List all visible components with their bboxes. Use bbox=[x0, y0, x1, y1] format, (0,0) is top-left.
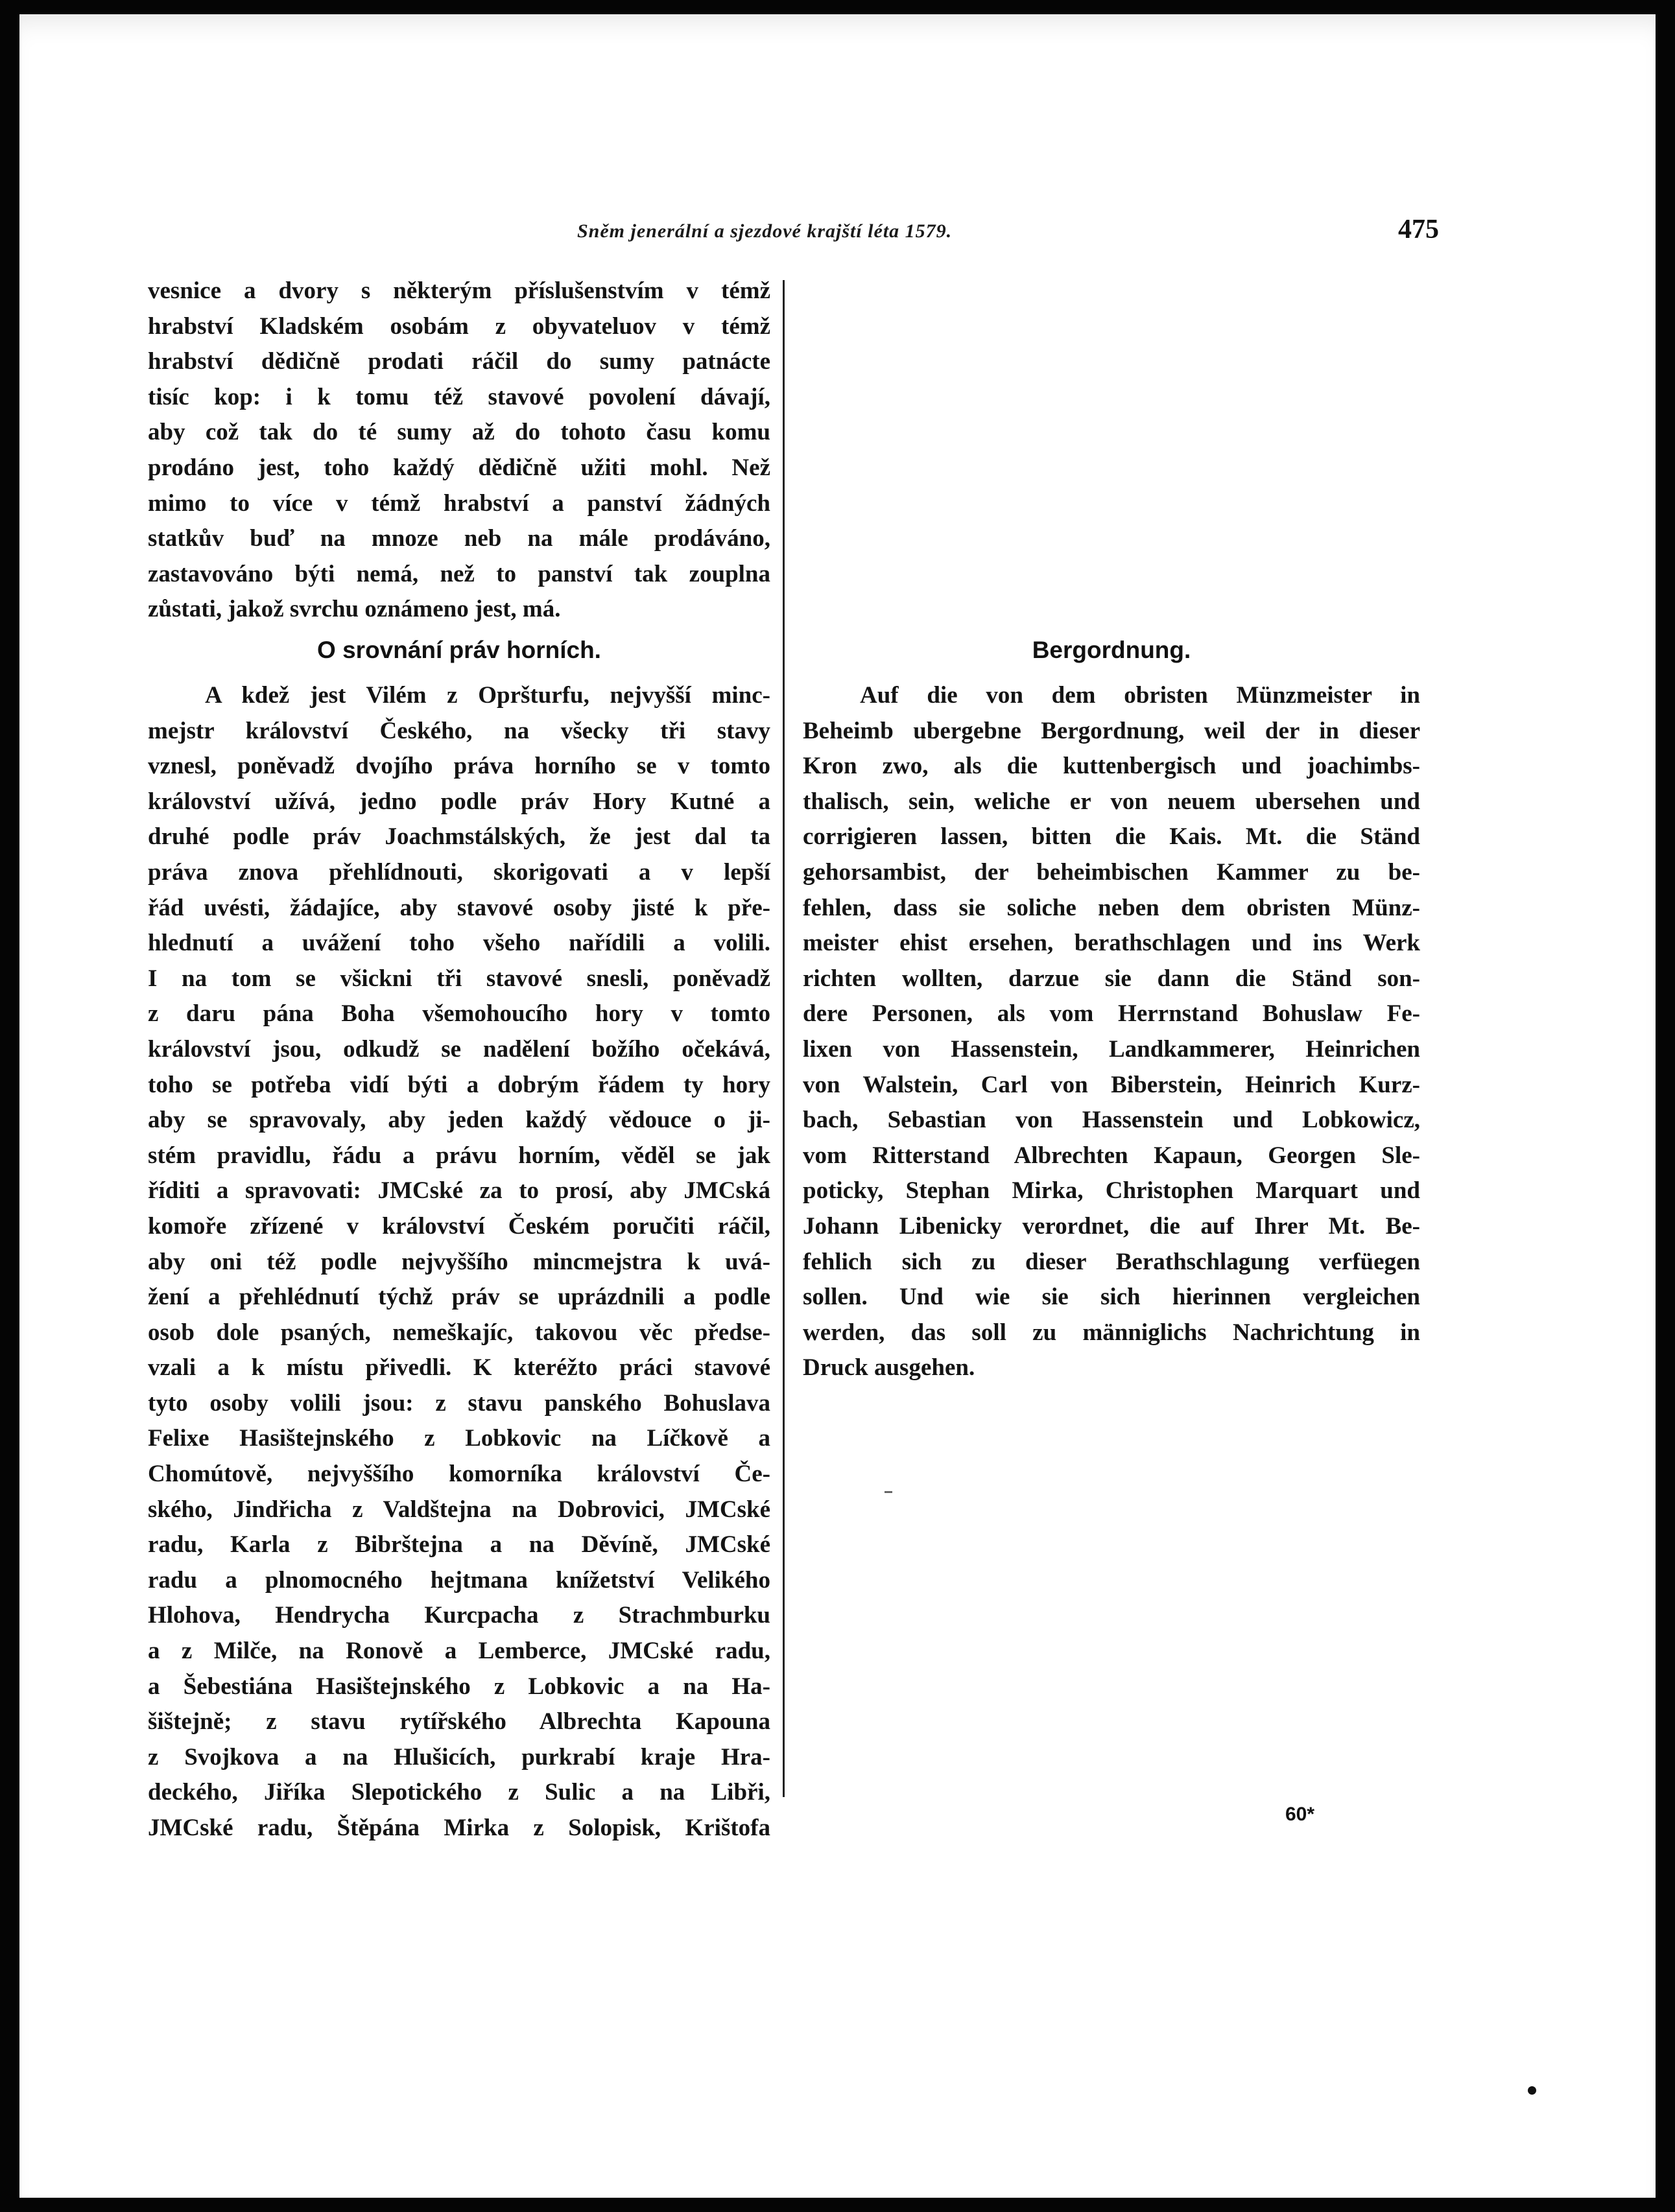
text-line: komoře zřízené v království Českém poručiti ráčil, bbox=[148, 1212, 770, 1240]
text-line: radu a plnomocného hejtmana knížetství Velikého bbox=[148, 1566, 770, 1594]
text-line: říditi a spravovati: JMCské za to prosí, aby JMCská bbox=[148, 1177, 770, 1205]
left-body-paragraph bbox=[148, 678, 770, 1846]
text-line: Auf die von dem obristen Münzmeister in bbox=[860, 682, 1420, 709]
text-line: vom Ritterstand Albrechten Kapaun, Georgen Sle- bbox=[803, 1142, 1420, 1169]
text-line: tyto osoby volili jsou: z stavu panského Bohuslava bbox=[148, 1389, 770, 1417]
left-column-intro bbox=[148, 274, 770, 628]
text-line: sollen. Und wie sie sich hierinnen vergleichen bbox=[803, 1284, 1420, 1311]
ink-dot-mark bbox=[1528, 2086, 1536, 2095]
text-line: aby oni též podle nejvyššího mincmejstra k uvá- bbox=[148, 1248, 770, 1275]
text-line: meister ehist ersehen, berathschlagen und ins Werk bbox=[803, 930, 1420, 957]
text-line: statkův buď na mnoze neb na mále prodáváno, bbox=[148, 525, 770, 552]
text-line: richten wollten, darzue sie dann die Ständ son- bbox=[803, 965, 1420, 992]
right-body-paragraph bbox=[803, 678, 1420, 1386]
text-line: I na tom se všickni tři stavové snesli, poněvadž bbox=[148, 965, 770, 992]
signature-mark: 60* bbox=[1285, 1804, 1315, 1825]
column-divider bbox=[783, 280, 785, 1797]
text-line: Kron zwo, als die kuttenbergisch und joachimbs- bbox=[803, 753, 1420, 780]
text-line: druhé podle práv Joachmstálských, že jest dal ta bbox=[148, 823, 770, 851]
text-line: JMCské radu, Štěpána Mirka z Solopisk, Krištofa bbox=[148, 1815, 770, 1841]
text-line: corrigieren lassen, bitten die Kais. Mt. die Ständ bbox=[803, 823, 1420, 851]
text-line: Beheimb ubergebne Bergordnung, weil der in dieser bbox=[803, 717, 1420, 744]
left-intro-paragraph bbox=[148, 274, 770, 628]
text-line: mimo to více v témž hrabství a panství žádných bbox=[148, 489, 770, 517]
text-line: von Walstein, Carl von Biberstein, Heinrich Kurz- bbox=[803, 1071, 1420, 1098]
text-line: werden, das soll zu männiglichs Nachrichtung in bbox=[803, 1319, 1420, 1346]
text-line: z Svojkova a na Hlušicích, purkrabí kraje Hra- bbox=[148, 1743, 770, 1771]
text-line: království užívá, jedno podle práv Hory Kutné a bbox=[148, 788, 770, 815]
text-line: a z Milče, na Ronově a Lemberce, JMCské radu, bbox=[148, 1638, 770, 1665]
text-line: toho se potřeba vidí býti a dobrým řádem ty hory bbox=[148, 1071, 770, 1098]
text-line: vznesl, poněvadž dvojího práva horního se v tomto bbox=[148, 753, 770, 780]
text-line: z daru pána Boha všemohoucího hory v tomto bbox=[148, 1000, 770, 1028]
text-line: radu, Karla z Bibrštejna a na Děvíně, JMCské bbox=[148, 1531, 770, 1559]
text-line: zůstati, jakož svrchu oznámeno jest, má. bbox=[148, 596, 561, 623]
text-line: vesnice a dvory s některým příslušenstvím v témž bbox=[148, 277, 770, 304]
text-line: zastavováno býti nemá, než to panství tak zouplna bbox=[148, 560, 770, 587]
text-line: lixen von Hassenstein, Landkammerer, Heinrichen bbox=[803, 1035, 1420, 1063]
text-line: stém pravidlu, řádu a právu horním, věděl se jak bbox=[148, 1142, 770, 1169]
text-line: prodáno jest, toho každý dědičně užiti mohl. Než bbox=[148, 454, 770, 481]
text-line: poticky, Stephan Mirka, Christophen Marquart und bbox=[803, 1177, 1420, 1205]
text-line: a Šebestiána Hasištejnského z Lobkovic a na Ha- bbox=[148, 1673, 770, 1700]
right-section-heading: Bergordnung. bbox=[1032, 637, 1191, 663]
text-line: Chomútově, nejvyššího komorníka království Če- bbox=[148, 1461, 770, 1488]
text-line: tisíc kop: i k tomu též stavové povolení dávají, bbox=[148, 383, 770, 410]
running-title: Sněm jenerální a sjezdové krajští léta 1579. bbox=[577, 220, 953, 242]
stray-dash-mark bbox=[885, 1491, 892, 1493]
text-line: fehlen, dass sie soliche neben dem obristen Münz- bbox=[803, 894, 1420, 921]
text-line: ského, Jindřicha z Valdštejna na Dobrovici, JMCské bbox=[148, 1496, 770, 1523]
page-number: 475 bbox=[1398, 215, 1439, 244]
text-line: hrabství Kladském osobám z obyvateluov v témž bbox=[148, 312, 770, 340]
text-line: Druck ausgehen. bbox=[803, 1354, 975, 1382]
text-line: šištejně; z stavu rytířského Albrechta Kapouna bbox=[148, 1708, 770, 1735]
text-line: řád uvésti, žádajíce, aby stavové osoby jisté k pře- bbox=[148, 894, 770, 921]
text-line: hrabství dědičně prodati ráčil do sumy patnácte bbox=[148, 348, 770, 375]
text-line: A kdež jest Vilém z Opršturfu, nejvyšší minc- bbox=[205, 682, 770, 709]
right-column-body bbox=[803, 678, 1420, 1386]
text-line: aby se spravovaly, aby jeden každý vědouce o ji- bbox=[148, 1107, 770, 1134]
left-column-body bbox=[148, 678, 770, 1846]
text-line: mejstr království Českého, na všecky tři stavy bbox=[148, 717, 770, 744]
left-section-heading: O srovnání práv horních. bbox=[317, 637, 601, 663]
text-line: deckého, Jiříka Slepotického z Sulic a na Libři, bbox=[148, 1779, 770, 1806]
text-line: vzali a k místu přivedli. K kteréžto práci stavové bbox=[148, 1354, 770, 1382]
text-line: dere Personen, als vom Herrnstand Bohuslaw Fe- bbox=[803, 1000, 1420, 1028]
text-line: fehlich sich zu dieser Berathschlagung verfüegen bbox=[803, 1248, 1420, 1275]
text-line: aby což tak do té sumy až do tohoto času komu bbox=[148, 419, 770, 446]
text-line: Hlohova, Hendrycha Kurcpacha z Strachmburku bbox=[148, 1602, 770, 1629]
text-line: Felixe Hasištejnského z Lobkovic na Líčkově a bbox=[148, 1425, 770, 1452]
text-line: Johann Libenicky verordnet, die auf Ihrer Mt. Be- bbox=[803, 1212, 1420, 1240]
text-line: gehorsambist, der beheimbischen Kammer zu be- bbox=[803, 858, 1420, 886]
text-line: království jsou, odkudž se nadělení božího očekává, bbox=[148, 1035, 770, 1063]
text-line: žení a přehlédnutí týchž práv se uprázdnili a podle bbox=[148, 1284, 770, 1311]
text-line: thalisch, sein, weliche er von neuem ubersehen und bbox=[803, 788, 1420, 815]
text-line: práva znova přehlídnouti, skorigovati a v lepší bbox=[148, 858, 770, 886]
text-line: bach, Sebastian von Hassenstein und Lobkowicz, bbox=[803, 1107, 1420, 1134]
text-line: osob dole psaných, nemeškajíc, takovou věc předse- bbox=[148, 1319, 770, 1346]
text-line: hlednutí a uvážení toho všeho nařídili a volili. bbox=[148, 930, 770, 957]
